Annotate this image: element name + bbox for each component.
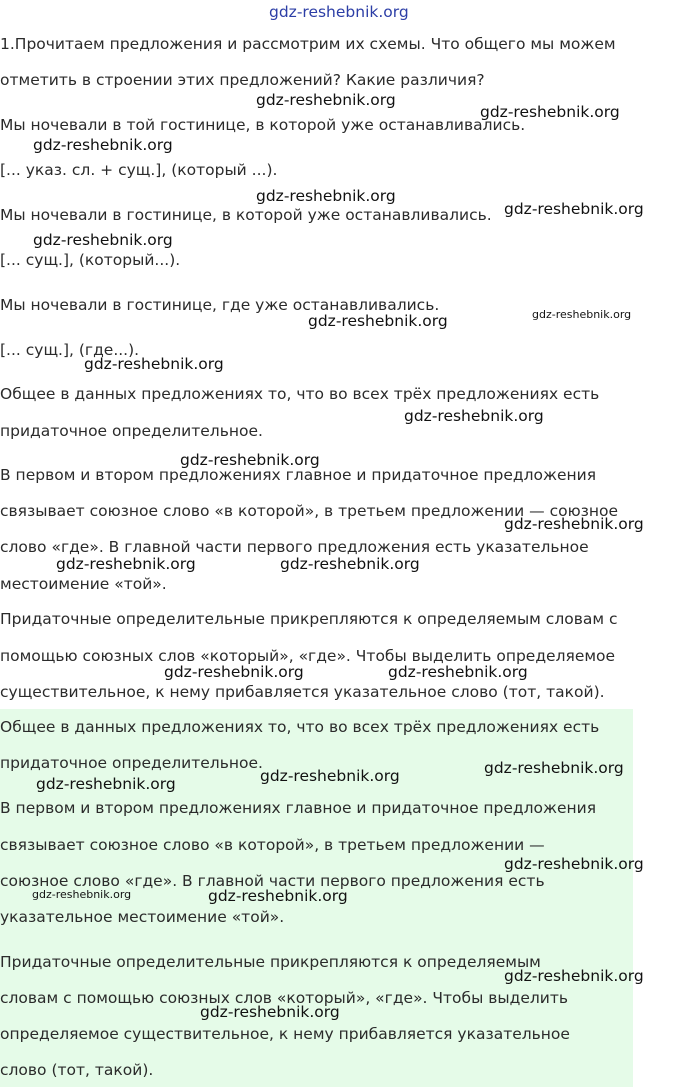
answer-line: Общее в данных предложениях то, что во всех трёх предложениях есть (0, 385, 600, 403)
example-scheme: [... указ. сл. + сущ.], (который ...). (0, 161, 278, 179)
answer-line: связывает союзное слово «в которой», в третьем предложении — союзное (0, 502, 619, 520)
highlighted-answer-line: слово (тот, такой). (0, 1061, 154, 1079)
watermark: gdz-reshebnik.org (36, 775, 176, 793)
example-sentence: Мы ночевали в гостинице, где уже останавливались. (0, 296, 440, 314)
example-sentence: Мы ночевали в гостинице, в которой уже останавливались. (0, 206, 492, 224)
watermark: gdz-reshebnik.org (33, 231, 173, 249)
watermark: gdz-reshebnik.org (256, 91, 396, 109)
watermark: gdz-reshebnik.org (504, 967, 644, 985)
highlighted-answer-line: словам с помощью союзных слов «который», «где». Чтобы выделить (0, 989, 569, 1007)
watermark: gdz-reshebnik.org (480, 103, 620, 121)
watermark: gdz-reshebnik.org (164, 663, 304, 681)
answer-line: Придаточные определительные прикрепляются к определяемым словам с (0, 610, 618, 628)
watermark: gdz-reshebnik.org (256, 187, 396, 205)
highlighted-answer-line: В первом и втором предложениях главное и придаточное предложения (0, 799, 597, 817)
question-line: отметить в строении этих предложений? Какие различия? (0, 71, 485, 89)
watermark: gdz-reshebnik.org (200, 1003, 340, 1021)
watermark: gdz-reshebnik.org (504, 855, 644, 873)
highlighted-answer-line: союзное слово «где». В главной части первого предложения есть (0, 872, 545, 890)
watermark: gdz-reshebnik.org (504, 200, 644, 218)
watermark: gdz-reshebnik.org (260, 767, 400, 785)
watermark: gdz-reshebnik.org (504, 515, 644, 533)
watermark: gdz-reshebnik.org (484, 759, 624, 777)
answer-line: слово «где». В главной части первого предложения есть указательное (0, 538, 589, 556)
watermark: gdz-reshebnik.org (208, 887, 348, 905)
site-header-link[interactable]: gdz-reshebnik.org (269, 3, 409, 21)
highlighted-answer-line: определяемое существительное, к нему прибавляется указательное (0, 1025, 570, 1043)
watermark: gdz-reshebnik.org (32, 888, 132, 901)
answer-line: местоимение «той». (0, 575, 167, 593)
answer-line: существительное, к нему прибавляется указательное слово (тот, такой). (0, 683, 605, 701)
watermark: gdz-reshebnik.org (388, 663, 528, 681)
watermark: gdz-reshebnik.org (532, 308, 632, 321)
answer-line: придаточное определительное. (0, 422, 263, 440)
highlighted-answer-line: придаточное определительное. (0, 754, 263, 772)
watermark: gdz-reshebnik.org (280, 555, 420, 573)
watermark: gdz-reshebnik.org (308, 312, 448, 330)
question-line: 1.Прочитаем предложения и рассмотрим их схемы. Что общего мы можем (0, 35, 616, 53)
example-scheme: [... сущ.], (который...). (0, 251, 181, 269)
watermark: gdz-reshebnik.org (33, 136, 173, 154)
highlighted-answer-line: указательное местоимение «той». (0, 908, 285, 926)
watermark: gdz-reshebnik.org (180, 451, 320, 469)
example-sentence: Мы ночевали в той гостинице, в которой уже останавливались. (0, 116, 526, 134)
answer-line: помощью союзных слов «который», «где». Чтобы выделить определяемое (0, 647, 616, 665)
watermark: gdz-reshebnik.org (56, 555, 196, 573)
highlighted-answer-line: Придаточные определительные прикрепляются к определяемым (0, 953, 541, 971)
watermark: gdz-reshebnik.org (84, 355, 224, 373)
example-scheme: [... сущ.], (где...). (0, 341, 140, 359)
highlighted-answer-line: связывает союзное слово «в которой», в третьем предложении — (0, 836, 545, 854)
answer-line: В первом и втором предложениях главное и придаточное предложения (0, 466, 597, 484)
highlighted-answer-line: Общее в данных предложениях то, что во всех трёх предложениях есть (0, 718, 600, 736)
watermark: gdz-reshebnik.org (404, 407, 544, 425)
